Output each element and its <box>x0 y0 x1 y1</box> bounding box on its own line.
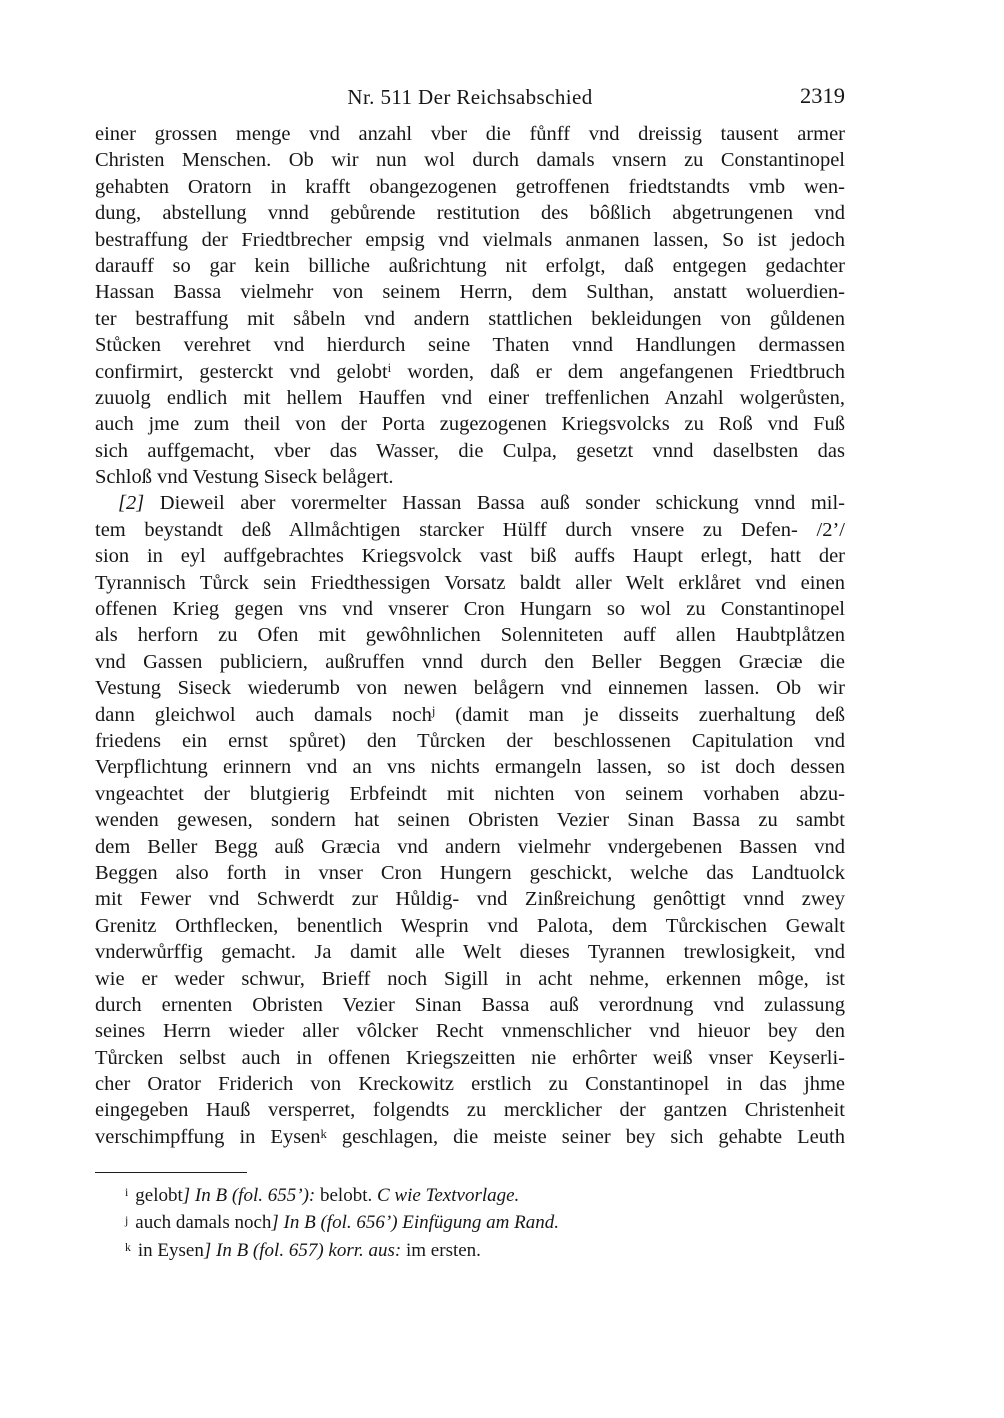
paragraph <box>95 490 845 1150</box>
text-line: Grenitz Orthflecken, benentlich Wesprin vnd Palota, dem Tůrckischen Gewalt <box>95 914 845 937</box>
text-line: vngeachtet der blutgierig Erbfeindt mit nichten von seinem vorhaben abzu- <box>95 782 845 805</box>
text-line: sion in eyl auffgebrachtes Kriegsvolck vast biß auffs Haupt erlegt, hatt der <box>95 545 845 568</box>
text-line: dung, abstellung vnnd gebůrende restitution des bôßlich abgetrungenen vnd <box>95 202 845 225</box>
text-line: [2] Dieweil aber vorermelter Hassan Bassa auß sonder schickung vnnd mil- <box>118 492 845 515</box>
footnote: $^i$ gelobt] In B (fol. 655’): belobt. C wie Textvorlage. <box>125 1185 520 1207</box>
text-line: Christen Menschen. Ob wir nun wol durch damals vnsern zu Constantinopel <box>95 149 845 172</box>
footnote: $^k$ in Eysen] In B (fol. 657) korr. aus: im ersten. <box>125 1239 481 1261</box>
running-head <box>95 84 845 110</box>
text-line: Hassan Bassa vielmehr von seinem Herrn, dem Sulthan, anstatt woluerdien- <box>95 281 845 304</box>
text-line: Schloß vnd Vestung Siseck belågert. <box>95 466 394 489</box>
text-line: verschimpffung in Eysen$^k$ geschlagen, die meiste seiner bey sich gehabte Leuth <box>95 1125 845 1148</box>
text-line: gehabten Oratorn in krafft obangezogenen getroffenen friedtstandts vmb wen- <box>95 175 845 198</box>
footnote-separator <box>95 1172 247 1173</box>
running-head-title: Nr. 511 Der Reichsabschied <box>347 85 593 109</box>
text-line: auch jme zum theil von der Porta zugezogenen Kriegsvolcks zu Roß vnd Fuß <box>95 413 845 436</box>
text-line: dem Beller Begg auß Græcia vnd andern vielmehr vndergebenen Bassen vnd <box>95 835 845 858</box>
text-line: seines Herrn wieder aller vôlcker Recht vnmenschlicher vnd hieuor bey den <box>95 1020 845 1043</box>
body-paragraphs <box>95 121 845 1150</box>
text-line: confirmirt, gesterckt vnd gelobt$^i$ worden, daß er dem angefangenen Friedtbruch <box>95 360 845 383</box>
page-number: 2319 <box>800 83 845 108</box>
text-line: wenden gewesen, sondern hat seinen Obristen Vezier Sinan Bassa zu sambt <box>95 809 845 832</box>
text-block <box>95 84 845 1264</box>
text-line: offenen Krieg gegen vns vnd vnserer Cron Hungarn so wol zu Constantinopel <box>95 598 845 621</box>
footnote-marker: j <box>125 1213 129 1227</box>
text-line: wie er weder schwur, Brieff noch Sigill in acht nehme, erkennen môge, ist <box>95 967 845 990</box>
text-line: friedens ein ernst spůret) den Tůrcken der beschlossenen Capitulation vnd <box>95 729 845 752</box>
text-line: als herforn zu Ofen mit gewôhnlichen Solenniteten auff allen Haubtplåtzen <box>95 624 845 647</box>
text-line: durch ernenten Obristen Vezier Sinan Bassa auß verordnung vnd zulassung <box>95 993 845 1016</box>
text-line: Vestung Siseck wiederumb von newen belågern vnd einnemen lassen. Ob wir <box>95 677 845 700</box>
text-line: cher Orator Friderich von Kreckowitz erstlich zu Constantinopel in das jhme <box>95 1073 845 1096</box>
text-line: ter bestraffung mit såbeln vnd andern stattlichen bekleidungen von gůldenen <box>95 307 845 330</box>
footnote-marker: j <box>431 704 436 719</box>
text-line: vnd Gassen publiciern, außruffen vnnd durch den Beller Beggen Græciæ die <box>95 650 845 673</box>
footnote-marker: i <box>125 1186 129 1200</box>
text-line: Verpflichtung erinnern vnd an vns nichts ermangeln lassen, so ist doch dessen <box>95 756 845 779</box>
text-line: Tůrcken selbst auch in offenen Kriegszeitten nie erhôrter weiß vnser Keyserli- <box>95 1046 845 1069</box>
text-line: mit Fewer vnd Schwerdt zur Hůldig- vnd Zinßreichung genôttigt vnnd zwey <box>95 888 845 911</box>
text-line: eingegeben Hauß versperret, folgendts zu mercklicher der gantzen Christenheit <box>95 1099 845 1122</box>
text-line: vnderwůrffig gemacht. Ja damit alle Welt dieses Tyrannen trewlosigkeit, vnd <box>95 941 845 964</box>
text-line: dann gleichwol auch damals noch$^j$ (damit man je disseits zuerhaltung deß <box>95 703 845 726</box>
footnote-marker: i <box>387 361 392 376</box>
text-line: sich auffgemacht, vber das Wasser, die Culpa, gesetzt vnnd daselbsten das <box>95 439 845 462</box>
text-line: tem beystandt deß Allmåchtigen starcker Hülff durch vnsere zu Defen- /2’/ <box>95 518 845 541</box>
text-line: Beggen also forth in vnser Cron Hungern geschickt, welche das Landtuolck <box>95 861 845 884</box>
footnote-marker: k <box>125 1240 131 1254</box>
footnote: $^j$ auch damals noch] In B (fol. 656’) Einfügung am Rand. <box>125 1212 560 1234</box>
text-line: darauff so gar kein billiche außrichtung nit erfolgt, daß entgegen gedachter <box>95 254 845 277</box>
text-line: einer grossen menge vnd anzahl vber die fůnff vnd dreissig tausent armer <box>95 123 845 145</box>
footnote-marker: k <box>320 1126 327 1141</box>
text-line: Tyrannisch Tůrck sein Friedthessigen Vorsatz baldt aller Welt erklåret vnd einen <box>95 571 845 594</box>
text-line: zuuolg endlich mit hellem Hauffen vnd einer treffenlichen Anzahl wolgerůsten, <box>95 386 845 409</box>
paragraph <box>95 121 845 490</box>
text-line: bestraffung der Friedtbrecher empsig vnd vielmals anmanen lassen, So ist jedoch <box>95 228 845 251</box>
footnotes-list <box>95 1182 845 1264</box>
text-line: Stůcken verehret vnd hierdurch seine Thaten vnnd Handlungen dermassen <box>95 334 845 357</box>
